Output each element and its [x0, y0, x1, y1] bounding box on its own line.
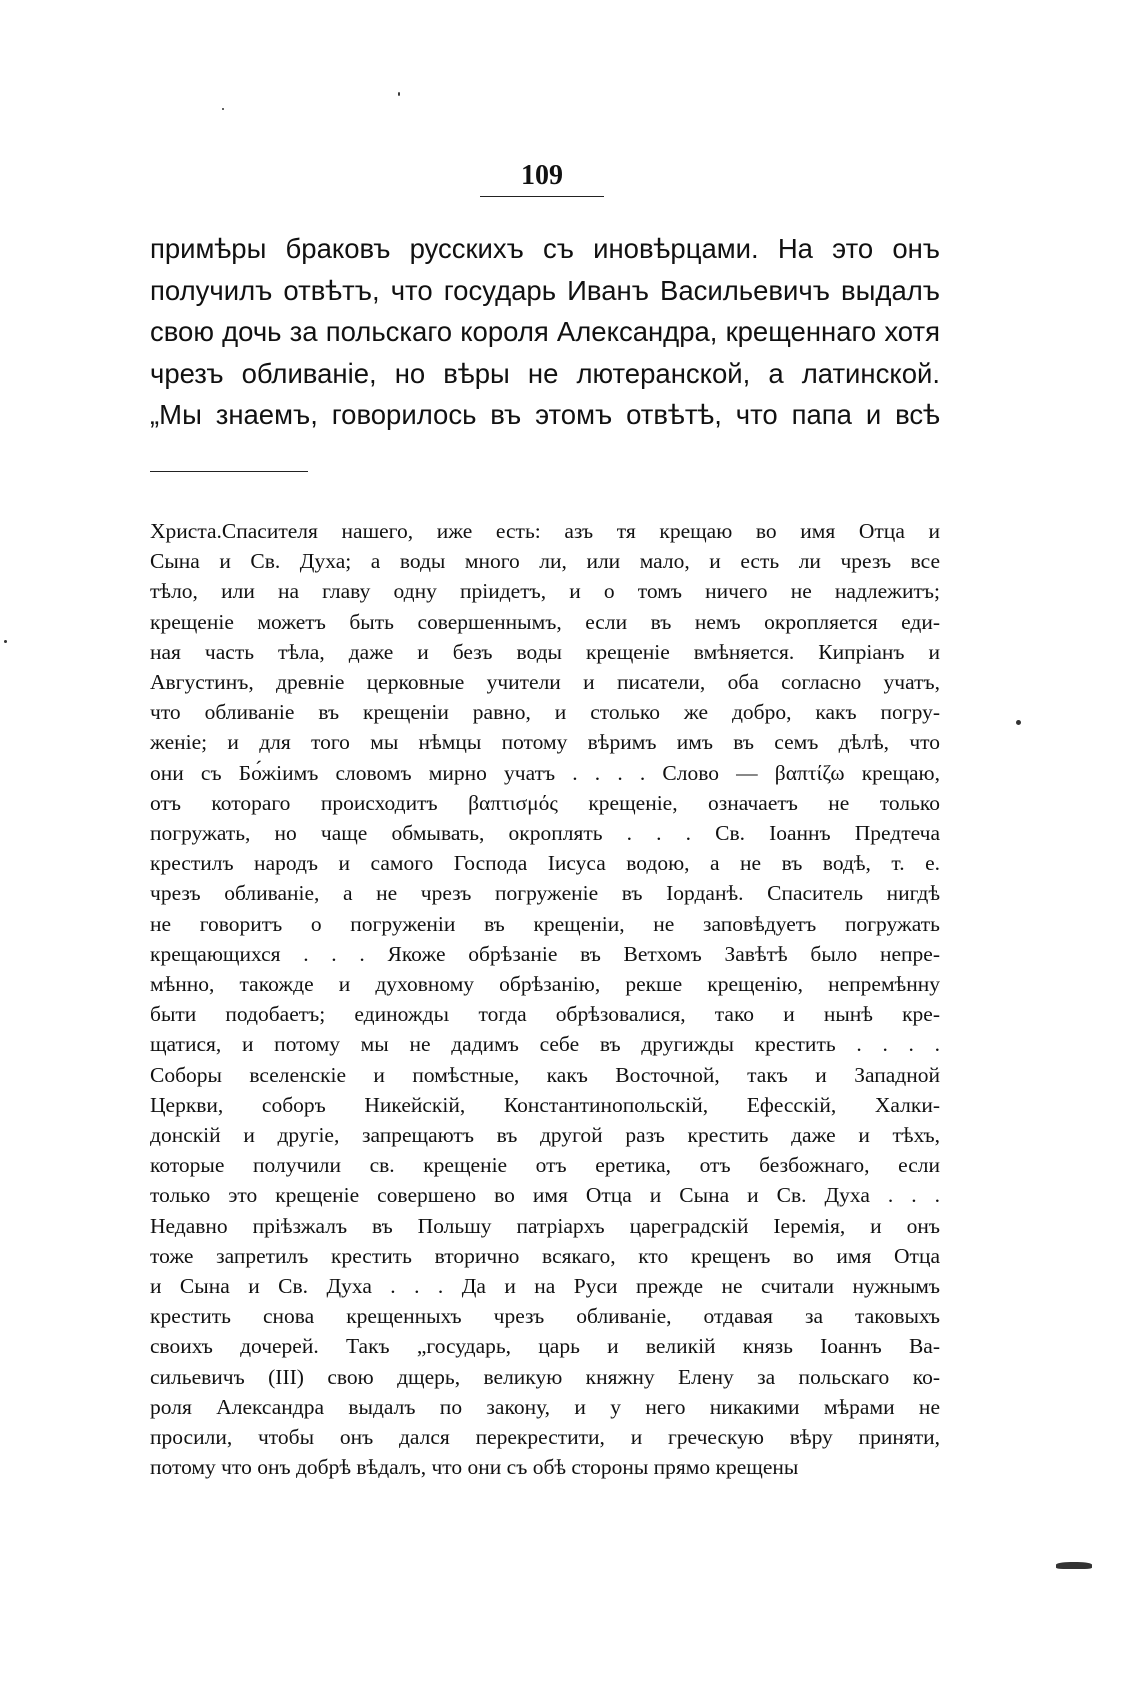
footnote-separator	[150, 471, 308, 472]
footnote-line: крещеніе можетъ быть совершеннымъ, если въ немъ окропляется еди-	[150, 609, 940, 634]
main-text-line: „Мы знаемъ, говорилось въ этомъ отвѣтѣ, что папа и всѣ	[150, 399, 940, 430]
main-text-line: чрезъ обливаніе, но вѣры не лютеранской, а латинской.	[150, 357, 940, 389]
footnote-line: Августинъ, древніе церковные учители и писатели, оба согласно учатъ,	[150, 670, 940, 695]
footnote-line: тоже запретилъ крестить вторично всякаго, кто крещенъ во имя Отца	[150, 1243, 940, 1268]
footnote-line: женіе; и для того мы нѣмцы потому вѣримъ имъ въ семъ дѣлѣ, что	[150, 730, 940, 755]
scan-speck	[1016, 720, 1021, 725]
footnote-line: и Сына и Св. Духа . . . Да и на Руси прежде не считали нужнымъ	[150, 1274, 940, 1299]
footnote-line: крещающихся . . . Якоже обрѣзаніе въ Ветхомъ Завѣтѣ было непре-	[150, 941, 940, 966]
scan-speck	[1056, 1562, 1092, 1569]
footnote-line: крестить снова крещенныхъ чрезъ обливаніе, отдавая за таковыхъ	[150, 1304, 940, 1329]
footnote-line: мѣнно, такожде и духовному обрѣзанію, рекше крещенію, непремѣнну	[150, 972, 940, 997]
footnote-line: Сына и Св. Духа; а воды много ли, или мало, и есть ли чрезъ все	[150, 549, 940, 574]
footnote-line: погружать, но чаще обмывать, окроплять . . . Св. Іоаннъ Предтеча	[150, 821, 940, 846]
page-number: 109	[480, 160, 604, 197]
footnote-line: щатися, и потому мы не дадимъ себе въ другижды крестить . . . .	[150, 1032, 940, 1057]
footnote-line: Соборы вселенскіе и помѣстные, какъ Восточной, такъ и Западной	[150, 1062, 940, 1087]
footnote	[150, 516, 940, 1483]
footnote-line: тѣло, или на главу одну пріидетъ, и о томъ ничего не надлежитъ;	[150, 579, 940, 604]
footnote-line: крестилъ народъ и самого Господа Іисуса водою, а не въ водѣ, т. е.	[150, 851, 940, 876]
footnote-line: они съ Бо́жіимъ словомъ мирно учатъ . . . . Слово — βαπτίζω крещаю,	[150, 760, 940, 785]
footnote-line: ная часть тѣла, даже и безъ воды крещеніе вмѣняется. Кипріанъ и	[150, 639, 940, 664]
footnote-line: просили, чтобы онъ дался перекрестити, и греческую вѣру приняти,	[150, 1425, 940, 1450]
footnote-line: Недавно пріѣзжалъ въ Польшу патріархъ цареградскій Іеремія, и онъ	[150, 1213, 940, 1238]
main-text-line: свою дочь за польскаго короля Александра, крещеннаго хотя	[150, 316, 940, 347]
footnote-line: потому что онъ добрѣ вѣдалъ, что они съ обѣ стороны прямо крещены	[150, 1455, 799, 1480]
scan-speck	[398, 92, 400, 96]
footnote-line: Церкви, соборъ Никейскій, Константинопольскій, Ефесскій, Халки-	[150, 1092, 940, 1117]
footnote-line: не говоритъ о погруженіи въ крещеніи, не заповѣдуетъ погружать	[150, 911, 940, 936]
main-text	[150, 228, 940, 436]
footnote-line: роля Александра выдалъ по закону, и у него никакими мѣрами не	[150, 1394, 940, 1419]
footnote-line: чрезъ обливаніе, а не чрезъ погруженіе въ Іорданѣ. Спаситель нигдѣ	[150, 881, 940, 906]
footnote-line: Христа.Спасителя нашего, иже есть: азъ тя крещаю во имя Отца и	[150, 519, 940, 543]
scan-speck	[4, 640, 7, 643]
footnote-line: донскій и другіе, запрещаютъ въ другой разъ крестить даже и тѣхъ,	[150, 1123, 940, 1148]
footnote-line: только это крещеніе совершено во имя Отца и Сына и Св. Духа . . .	[150, 1183, 940, 1208]
footnote-line: отъ котораго происходитъ βαπτισμός крещеніе, означаетъ не только	[150, 790, 940, 815]
footnote-line: своихъ дочерей. Такъ „государь, царь и великій князь Іоаннъ Ва-	[150, 1334, 940, 1359]
main-text-line: примѣры браковъ русскихъ съ иновѣрцами. На это онъ	[150, 233, 940, 264]
footnote-line: что обливаніе въ крещеніи равно, и столько же добро, какъ погру-	[150, 700, 940, 725]
footnote-line: которые получили св. крещеніе отъ еретика, отъ безбожнаго, если	[150, 1153, 940, 1178]
scan-speck	[222, 108, 224, 110]
main-text-line: получилъ отвѣтъ, что государь Иванъ Васильевичъ выдалъ	[150, 274, 940, 306]
footnote-line: быти подобаетъ; единождьı тогда обрѣзовалися, тако и нынѣ кре-	[150, 1002, 940, 1027]
footnote-line: сильевичъ (III) свою дщерь, великую княжну Елену за польскаго ко-	[150, 1364, 940, 1389]
